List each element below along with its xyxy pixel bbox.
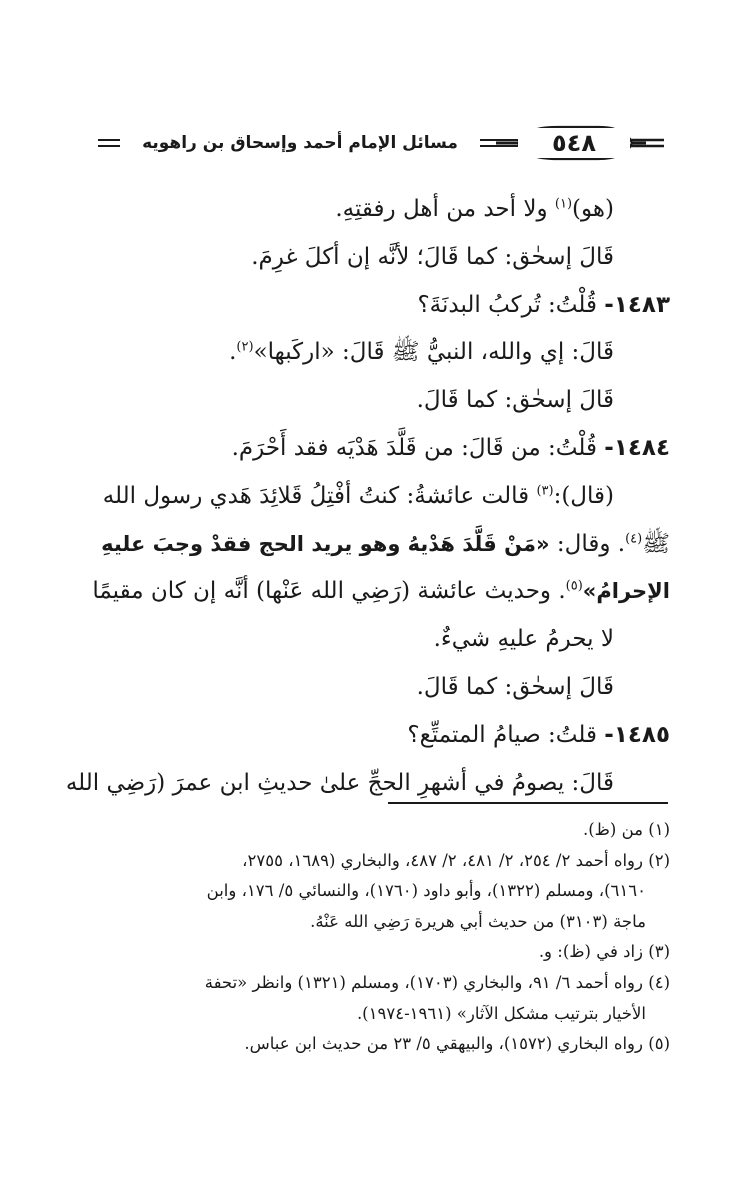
question-line: ١٤٨٤- قُلْتُ: من قَالَ: من قَلَّدَ هَدْيَه فقد أَحْرَمَ. bbox=[231, 434, 670, 461]
footnote-3: (٣) زاد في (ظ): و. bbox=[538, 942, 670, 962]
page-number: ٥٤٨ bbox=[518, 128, 630, 158]
text-line: ﷺ$^{(٤)}$. وقال: «مَنْ قَلَّدَ هَدْيهُ وهو يريد الحج فقدْ وجبَ عليهِ bbox=[101, 530, 670, 557]
question-number: ١٤٨٥- bbox=[604, 721, 670, 748]
question-number: ١٤٨٣- bbox=[604, 291, 670, 318]
footnote-ref: (٣) bbox=[536, 483, 554, 499]
text-line: قَالَ إسحٰق: كما قَالَ. bbox=[416, 673, 614, 700]
footnote-2: (٢) رواه أحمد ٢/ ٢٥٤، ٢/ ٤٨١، ٢/ ٤٨٧، والبخاري (١٦٨٩، ٢٧٥٥، bbox=[242, 850, 670, 870]
footnote-2-cont: ماجة (٣١٠٣) من حديث أبي هريرة رَضِي الله عَنْهُ. bbox=[310, 911, 646, 931]
text-line: لا يحرمُ عليهِ شيءٌ. bbox=[433, 626, 614, 653]
question-number: ١٤٨٤- bbox=[604, 434, 670, 461]
footnote-5: (٥) رواه البخاري (١٥٧٢)، والبيهقي ٥/ ٢٣ من حديث ابن عباس. bbox=[244, 1034, 670, 1054]
text-line: قَالَ: إي والله، النبيُّ ﷺ قَالَ: «اركَبها»$^{(٢)}$. bbox=[229, 339, 614, 366]
footnotes bbox=[100, 815, 670, 1060]
footnote-ref: (٤) bbox=[625, 530, 643, 546]
text-line: (قال):$^{(٣)}$ قالت عائشةُ: كنتُ أفْتِلُ قَلائِدَ هَدي رسول الله bbox=[102, 482, 614, 509]
footnote-4: (٤) رواه أحمد ٦/ ٩١، والبخاري (١٧٠٣)، ومسلم (١٣٢١) وانظر «تحفة bbox=[204, 972, 670, 992]
footnote-ref: (١) bbox=[554, 196, 573, 212]
footnote-ref: (٥) bbox=[565, 578, 583, 594]
footnote-separator bbox=[388, 802, 668, 804]
text-line: قَالَ: يصومُ في أشهرِ الحجِّ علىٰ حديثِ ابن عمرَ (رَضِي الله bbox=[65, 769, 614, 796]
main-text bbox=[65, 186, 670, 807]
running-title: مسائل الإمام أحمد وإسحاق بن راهويه bbox=[120, 130, 480, 156]
text-line: قَالَ إسحٰق: كما قَالَ. bbox=[416, 387, 614, 414]
footnote-4-cont: الأخيار بترتيب مشكل الآثار» (١٩٦١-١٩٧٤). bbox=[356, 1003, 646, 1023]
text-line: قَالَ إسحٰق: كما قَالَ؛ لأنَّه إن أكلَ غرِمَ. bbox=[251, 243, 614, 270]
question-line: ١٤٨٥- قلتُ: صيامُ المتمتِّع؟ bbox=[407, 721, 670, 748]
footnote-1: (١) من (ظ). bbox=[582, 820, 670, 839]
text-line: الإحرامُ»$^{(٥)}$. وحديث عائشة (رَضِي الله عَنْها) أنَّه إن كان مقيمًا bbox=[92, 578, 670, 605]
text-line: (هو)$^{(١)}$ ولا أحد من أهل رفقتِهِ. bbox=[335, 196, 614, 222]
hadith-quote: الإحرامُ» bbox=[582, 579, 670, 604]
footnote-ref: (٢) bbox=[236, 339, 254, 355]
page-header bbox=[98, 122, 664, 164]
question-line: ١٤٨٣- قُلْتُ: تُركبُ البدنَةَ؟ bbox=[417, 291, 670, 318]
footnote-2-cont: ٦١٦٠)، ومسلم (١٣٢٢)، وأبو داود (١٧٦٠)، والنسائي ٥/ ١٧٦، وابن bbox=[206, 881, 646, 901]
hadith-quote: «مَنْ قَلَّدَ هَدْيهُ وهو يريد الحج فقدْ وجبَ عليهِ bbox=[101, 531, 550, 556]
